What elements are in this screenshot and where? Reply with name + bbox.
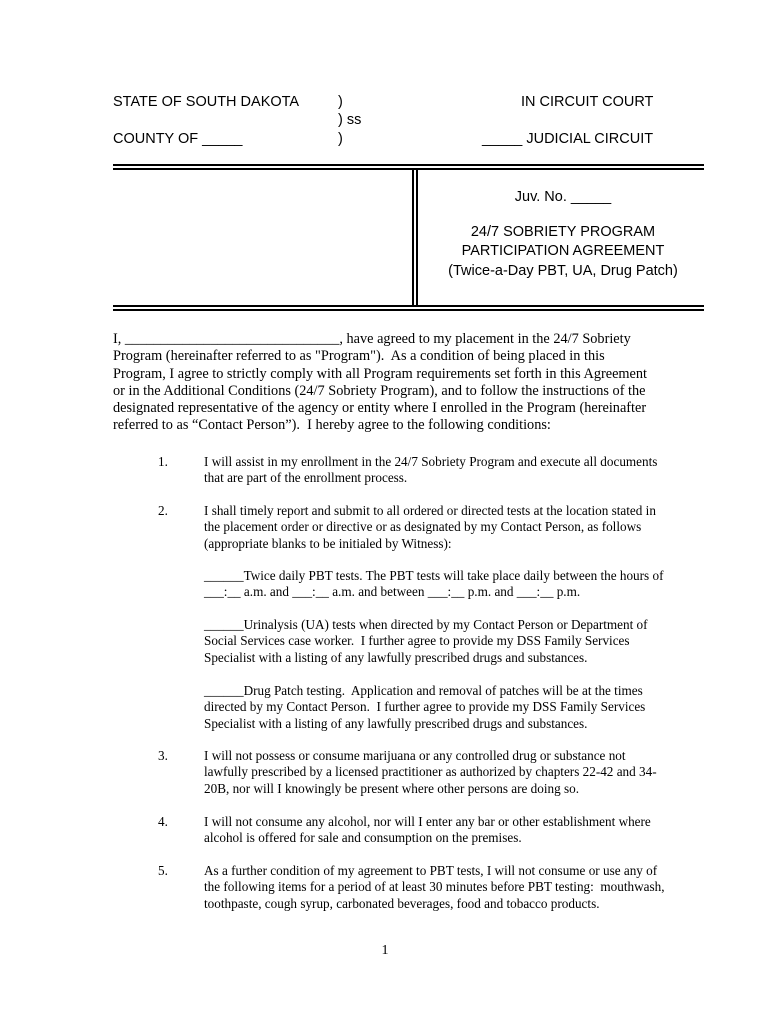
caption-divider-2 <box>416 168 418 306</box>
county-label: COUNTY OF _____ <box>113 131 243 147</box>
caption-divider-1 <box>412 168 414 306</box>
item-number: 3. <box>158 748 168 763</box>
state-label: STATE OF SOUTH DAKOTA <box>113 94 300 110</box>
document-title-line-1: 24/7 SOBRIETY PROGRAM <box>470 224 656 240</box>
item-line: ______Twice daily PBT tests. The PBT tests will take place daily between the hours of <box>204 568 664 583</box>
item-line: alcohol is offered for sale and consumption on the premises. <box>204 830 522 846</box>
intro-paragraph <box>113 331 683 435</box>
item-line: the following items for a period of at least 30 minutes before PBT testing: mouthwash, <box>204 879 665 895</box>
item-line: the placement order or directive or as designated by my Contact Person, as follows <box>204 519 642 535</box>
item-line: I will assist in my enrollment in the 24/7 Sobriety Program and execute all documents <box>204 454 658 469</box>
intro-line: or in the Additional Conditions (24/7 Sobriety Program), and to follow the instructions of the <box>113 382 646 399</box>
item-line: directed by my Contact Person. I further agree to provide my DSS Family Services <box>204 699 646 715</box>
item-line: Social Services case worker. I further agree to provide my DSS Family Services <box>204 633 630 649</box>
item-number: 1. <box>158 454 168 469</box>
item-line: ______Urinalysis (UA) tests when directed by my Contact Person or Department of <box>204 617 648 632</box>
intro-line: Program, I agree to strictly comply with all Program requirements set forth in this Agreement <box>113 365 648 382</box>
juvenile-number: Juv. No. _____ <box>514 189 612 205</box>
condition-item-4 <box>204 814 704 847</box>
item-line: I shall timely report and submit to all ordered or directed tests at the location stated in <box>204 503 656 518</box>
item-line: ___:__ a.m. and ___:__ a.m. and between ___:__ p.m. and ___:__ p.m. <box>204 584 581 600</box>
item-line: (appropriate blanks to be initialed by Witness): <box>204 535 452 551</box>
item-line: toothpaste, cough syrup, carbonated beverages, food and tobacco products. <box>204 895 600 911</box>
item-line: ______Drug Patch testing. Application and removal of patches will be at the times <box>204 683 643 698</box>
item-number: 5. <box>158 863 168 878</box>
caption-top-rule-1 <box>113 164 704 166</box>
caption-top-rule-2 <box>113 168 704 170</box>
item-line: 20B, nor will I knowingly be present where other persons are doing so. <box>204 780 580 796</box>
item-line: that are part of the enrollment process. <box>204 470 408 486</box>
paren-line-1: ) <box>338 94 343 110</box>
subitem-pbt-tests <box>204 568 704 601</box>
paren-line-3: ) <box>338 131 343 147</box>
caption-bottom-rule-2 <box>113 309 704 311</box>
item-number: 4. <box>158 814 168 829</box>
item-line: Specialist with a listing of any lawfully prescribed drugs and substances. <box>204 649 588 665</box>
item-line: As a further condition of my agreement to PBT tests, I will not consume or use any of <box>204 863 658 878</box>
page-number: 1 <box>381 943 389 958</box>
intro-line: I, ______________________________, have agreed to my placement in the 24/7 Sobriety <box>113 331 631 347</box>
item-line: I will not consume any alcohol, nor will I enter any bar or other establishment where <box>204 814 651 829</box>
intro-line: referred to as “Contact Person”). I hereby agree to the following conditions: <box>113 417 551 434</box>
circuit-label: _____ JUDICIAL CIRCUIT <box>482 131 654 147</box>
condition-item-3 <box>204 748 704 797</box>
subitem-urinalysis <box>204 617 704 666</box>
intro-line: designated representative of the agency or entity where I enrolled in the Program (hereinafter <box>113 400 647 417</box>
caption-bottom-rule-1 <box>113 305 704 307</box>
condition-item-2 <box>204 503 704 552</box>
ss-label: ) ss <box>338 112 362 128</box>
item-number: 2. <box>158 503 168 518</box>
item-line: I will not possess or consume marijuana or any controlled drug or substance not <box>204 748 626 763</box>
document-subtitle: (Twice-a-Day PBT, UA, Drug Patch) <box>448 263 678 279</box>
item-line: lawfully prescribed by a licensed practitioner as authorized by chapters 22-42 and 34- <box>204 764 657 780</box>
subitem-drug-patch <box>204 683 704 732</box>
intro-line: Program (hereinafter referred to as "Program"). As a condition of being placed in this <box>113 348 605 365</box>
document-title-line-2: PARTICIPATION AGREEMENT <box>461 243 665 259</box>
court-label: IN CIRCUIT COURT <box>521 94 654 110</box>
condition-item-1 <box>204 454 704 487</box>
item-line: Specialist with a listing of any lawfully prescribed drugs and substances. <box>204 715 588 731</box>
condition-item-5 <box>204 863 704 912</box>
